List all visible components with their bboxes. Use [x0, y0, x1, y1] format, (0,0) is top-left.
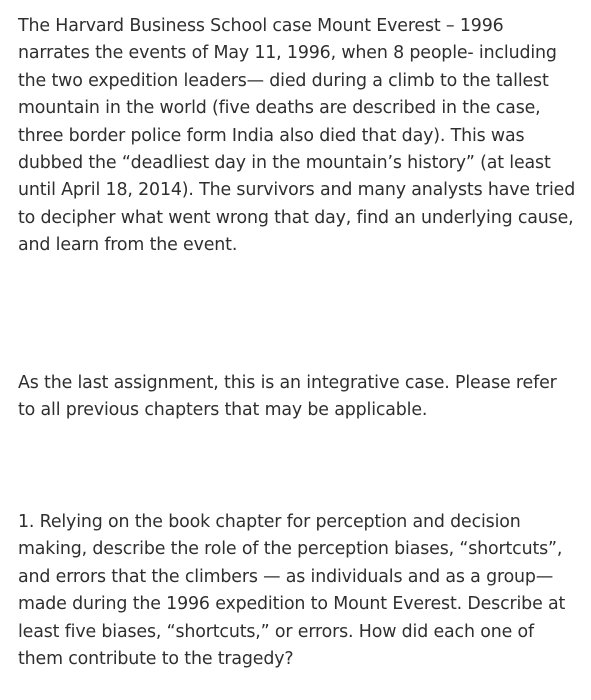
- assignment-note-paragraph: As the last assignment, this is an integrative case. Please refer to all previous chapters that may be applicable.: [18, 373, 557, 421]
- intro-paragraph: The Harvard Business School case Mount Everest – 1996 narrates the events of May 11, 1996, when 8 people- including the two expedition leaders— died during a climb to the tallest mountain in the world (five deaths are described in the case, three border police form India also died that day). This was dubbed the “deadliest day in the mountain’s history” (at least until April 18, 2014). The survivors and many analysts have tried to decipher what went wrong that day, find an underlying cause, and learn from the event.: [18, 16, 576, 256]
- question-1-paragraph: 1. Relying on the book chapter for perception and decision making, describe the role of the perception biases, “shortcuts”, and errors that the climbers — as individuals and as a group— made during the 1996 expedition to Mount Everest. Describe at least five biases, “shortcuts,” or errors. How did each one of them contribute to the tragedy?: [18, 512, 566, 670]
